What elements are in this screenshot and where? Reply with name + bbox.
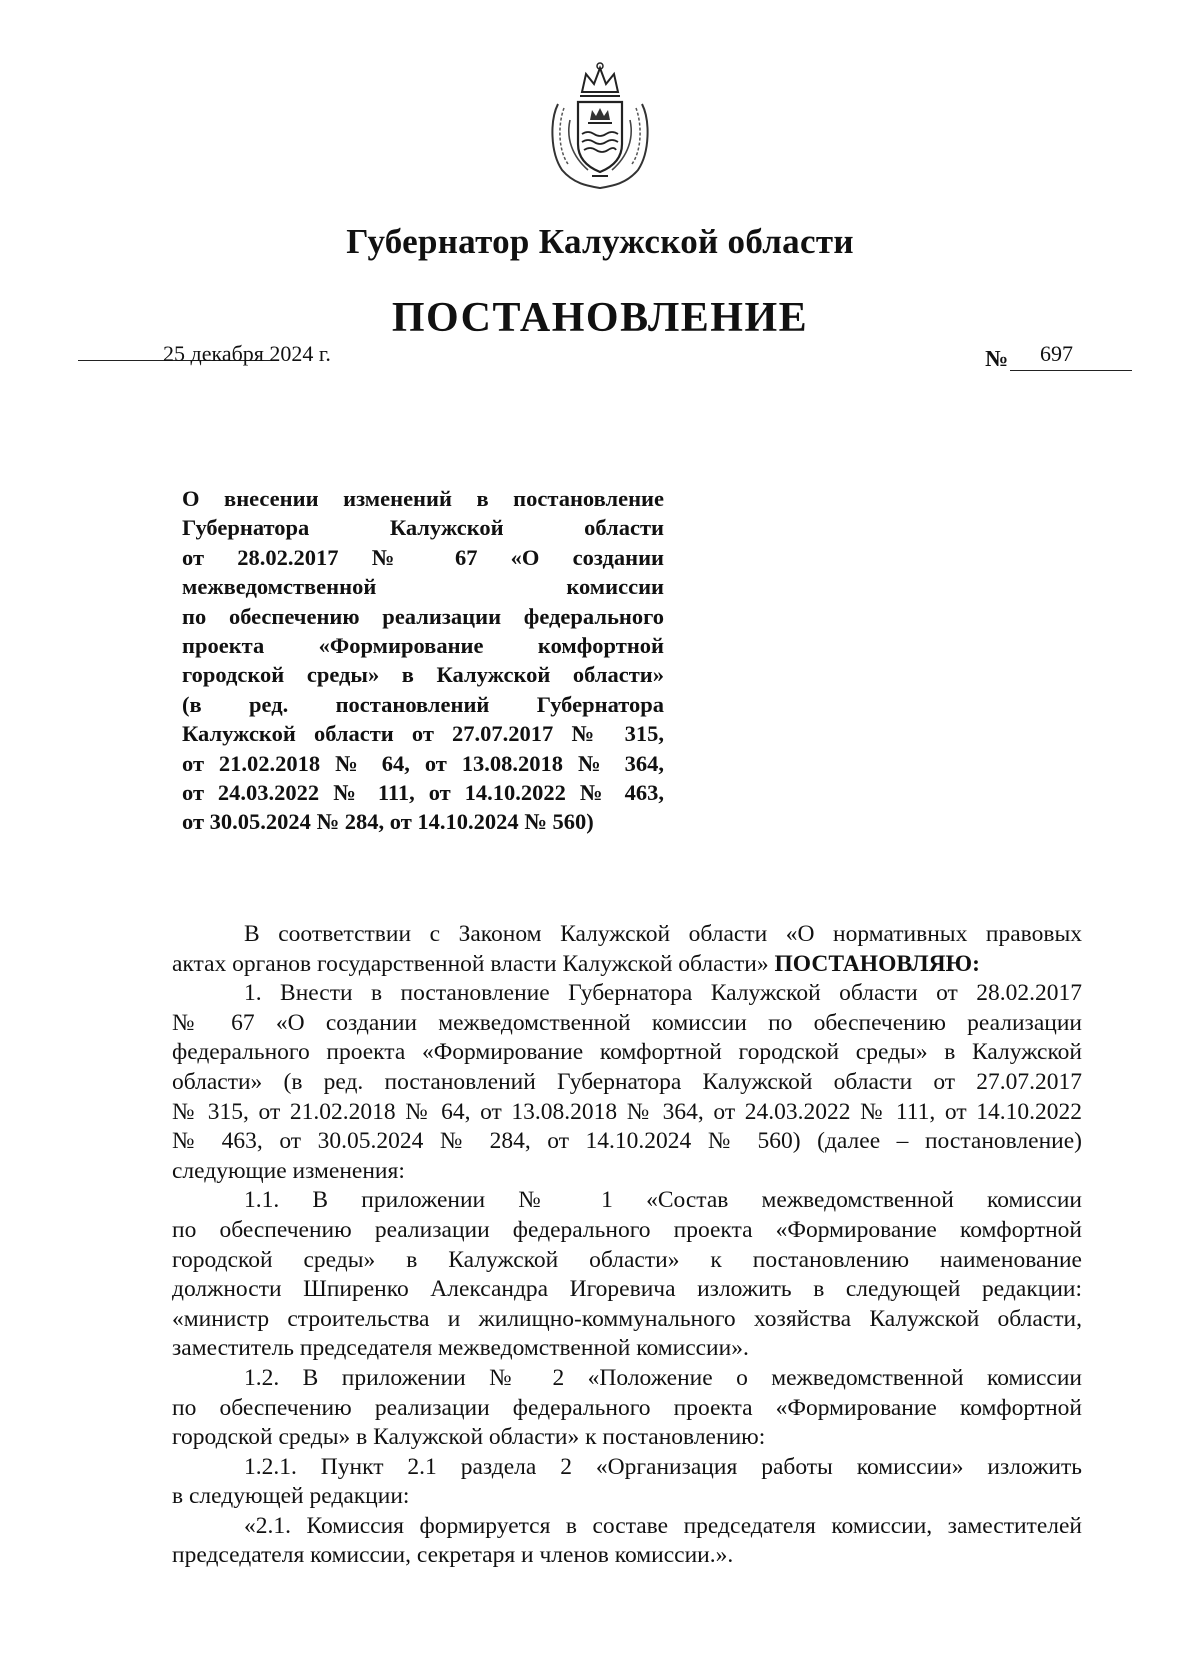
item-1-line: 1. Внести в постановление Губернатора Калужской области от 28.02.2017 [244, 980, 1082, 1007]
item-1-1-line: по обеспечению реализации федерального проекта «Формирование комфортной [172, 1216, 1082, 1243]
preamble-text: актах органов государственной власти Калужской области» [172, 950, 769, 977]
item-2-1-line: председателя комиссии, секретаря и членов комиссии.». [172, 1542, 734, 1569]
subject-line: Калужской области от 27.07.2017 № 315, [182, 721, 664, 747]
subject-line: межведомственной комиссии [182, 574, 664, 600]
subject-line: от 30.05.2024 № 284, от 14.10.2024 № 560) [182, 809, 594, 835]
preamble-line [172, 950, 1082, 980]
item-1-1-line: заместитель председателя межведомственной комиссии». [172, 1335, 749, 1362]
item-1-line: № 67 «О создании межведомственной комиссии по обеспечению реализации [172, 1009, 1082, 1036]
item-1-line: № 463, от 30.05.2024 № 284, от 14.10.2024 № 560) (далее – постановление) [172, 1128, 1082, 1155]
kaluga-coat-of-arms-icon [548, 60, 652, 190]
item-1-line: № 315, от 21.02.2018 № 64, от 13.08.2018 № 364, от 24.03.2022 № 111, от 14.10.2022 [172, 1098, 1082, 1125]
subject-line: городской среды» в Калужской области» [182, 662, 664, 688]
item-1-2-line: по обеспечению реализации федерального проекта «Формирование комфортной [172, 1394, 1082, 1421]
document-body [172, 920, 1082, 1571]
subject-line: от 21.02.2018 № 64, от 13.08.2018 № 364, [182, 750, 664, 776]
item-1-line: федерального проекта «Формирование комфортной городской среды» в Калужской [172, 1039, 1082, 1066]
subject-line: по обеспечению реализации федерального [182, 603, 664, 629]
item-1-1-line: городской среды» в Калужской области» к постановлению наименование [172, 1246, 1082, 1273]
document-type-title: ПОСТАНОВЛЕНИЕ [391, 295, 809, 341]
subject-line: (в ред. постановлений Губернатора [182, 691, 664, 717]
item-1-line: области» (в ред. постановлений Губернатора Калужской области от 27.07.2017 [172, 1068, 1082, 1095]
item-1-line: следующие изменения: [172, 1157, 405, 1184]
subject-line: от 24.03.2022 № 111, от 14.10.2022 № 463, [182, 780, 664, 806]
subject-line: от 28.02.2017 № 67 «О создании [182, 544, 664, 570]
subject-line: О внесении изменений в постановление [182, 486, 664, 511]
document-date: 25 декабря 2024 г. [163, 341, 331, 366]
issuing-authority: Губернатор Калужской области [346, 222, 854, 261]
preamble-line: В соответствии с Законом Калужской области «О нормативных правовых [244, 921, 1082, 947]
subject-line: проекта «Формирование комфортной [182, 633, 664, 659]
document-number: 697 [1040, 341, 1073, 366]
document-subject [182, 484, 664, 837]
item-1-2-1-line: 1.2.1. Пункт 2.1 раздела 2 «Организация работы комиссии» изложить [244, 1453, 1082, 1480]
item-1-1-line: 1.1. В приложении № 1 «Состав межведомственной комиссии [244, 1187, 1082, 1214]
item-1-2-1-line: в следующей редакции: [172, 1483, 410, 1510]
decree-word: ПОСТАНОВЛЯЮ: [774, 950, 980, 977]
item-1-2-line: городской среды» в Калужской области» к постановлению: [172, 1424, 766, 1451]
item-2-1-line: «2.1. Комиссия формируется в составе председателя комиссии, заместителей [244, 1512, 1082, 1539]
item-1-1-line: «министр строительства и жилищно-коммунального хозяйства Калужской области, [172, 1305, 1082, 1332]
number-label: № [985, 346, 1009, 371]
item-1-1-line: должности Шпиренко Александра Игоревича изложить в следующей редакции: [172, 1276, 1082, 1303]
item-1-2-line: 1.2. В приложении № 2 «Положение о межведомственной комиссии [244, 1364, 1082, 1391]
subject-line: Губернатора Калужской области [182, 515, 664, 541]
